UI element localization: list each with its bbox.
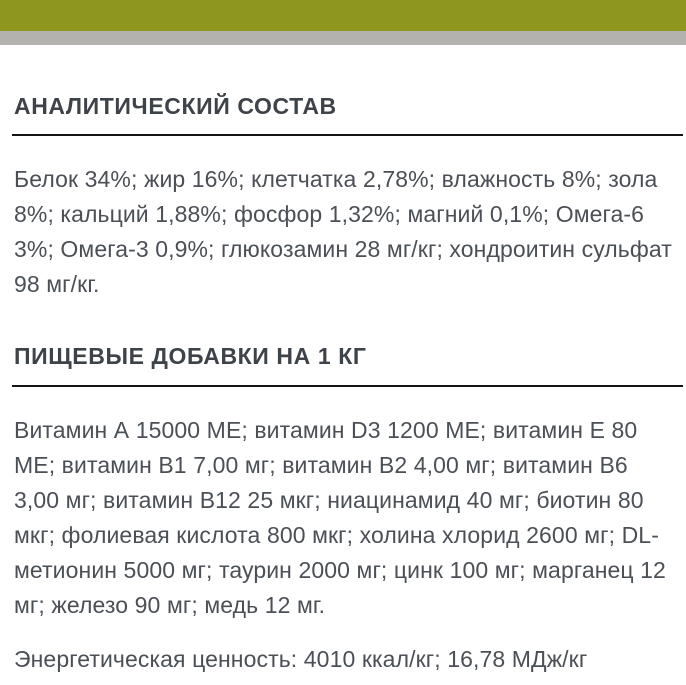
vitamins-minerals-text: Витамин А 15000 МЕ; витамин D3 1200 МЕ; витамин Е 80 МЕ; витамин В1 7,00 мг; витамин В2 4,00 мг; витамин В6 3,00 мг; витамин В12 25 мкг; ниацинамид 40 мг; биотин 80 мкг; фолиевая кислота 800 мкг; холина хлорид 2600 мг; DL-метионин 5000 мг; таурин 2000 мг; цинк 100 мг; марганец 12 мг; железо 90 мг; медь 12 мг. [14, 416, 666, 618]
section-analytical-composition [14, 94, 672, 302]
analytical-composition-heading: АНАЛИТИЧЕСКИЙ СОСТАВ [14, 93, 337, 119]
heading-underline-rule [12, 134, 683, 136]
gray-divider-bar [0, 31, 686, 45]
section-additives-per-kg [14, 344, 672, 676]
top-accent-bar [0, 0, 686, 31]
additives-heading: ПИЩЕВЫЕ ДОБАВКИ НА 1 КГ [14, 343, 367, 370]
product-nutrition-content [0, 94, 686, 677]
energy-value-text: Энергетическая ценность: 4010 ккал/кг; 16,78 МДж/кг [14, 645, 588, 672]
heading-underline-rule [12, 385, 683, 387]
analytical-composition-text: Белок 34%; жир 16%; клетчатка 2,78%; влажность 8%; зола 8%; кальций 1,88%; фосфор 1,32%; магний 0,1%; Омега-6 3%; Омега-3 0,9%; глюкозамин 28 мг/кг; хондроитин сульфат 98 мг/кг. [14, 166, 672, 298]
